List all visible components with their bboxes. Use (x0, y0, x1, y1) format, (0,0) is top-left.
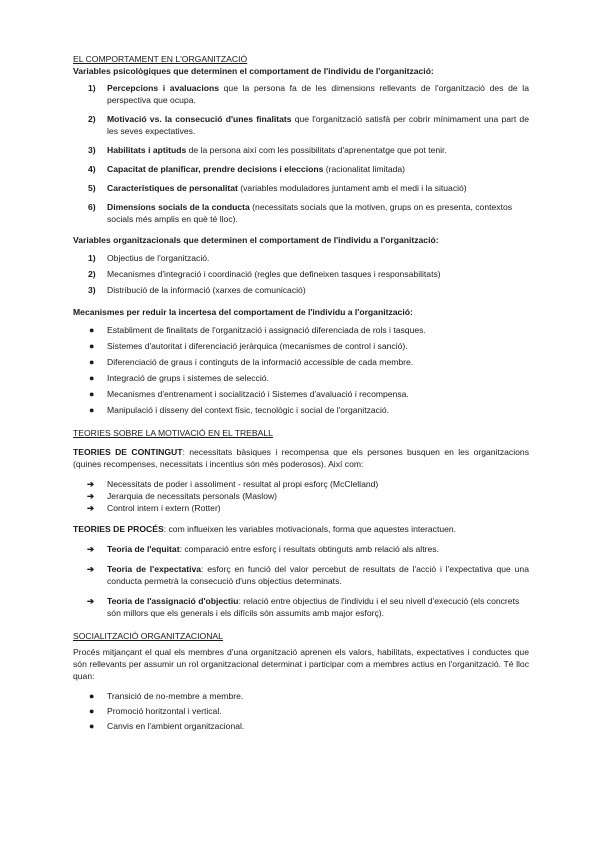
document-page (73, 53, 529, 732)
list-item: 2) Motivació vs. la consecució d'unes finalitats que l'organització satisfà per cobrir mínimament una part de les seves expectatives. (88, 114, 529, 136)
mechanisms-list (73, 324, 529, 416)
arrow-icon: ➔ (87, 564, 95, 574)
socialitzacio-list (73, 690, 529, 732)
list-item: ➔ Control intern i extern (Rotter) (87, 503, 221, 513)
organizational-variables-list (73, 252, 529, 296)
list-item: ● Diferenciació de graus i continguts de la informació accessible de cada membre. (89, 357, 414, 367)
arrow-icon: ➔ (87, 491, 95, 501)
list-item: ➔ Necessitats de poder i assoliment - resultat al propi esforç (McClelland) (87, 479, 379, 489)
list-item: ● Mecanismes d'entrenament i socialització i Sistemes d'avaluació i recompensa. (89, 389, 409, 399)
list-item: ● Transició de no-membre a membre. (89, 691, 244, 701)
socialitzacio-paragraph: Procés mitjançant el qual els membres d'una organització aprenen els valors, habilitats, expectatives i conductes que són rellevants per assumir un rol organitzacional determinat i participar com a membres actius en l'organització. Té lloc quan: (73, 647, 529, 681)
list-item: 6) Dimensions socials de la conducta (necessitats socials que la motiven, grups on es presenta, contextos socials més amplis en què té lloc). (88, 202, 513, 224)
list-item: ➔ Jerarquia de necessitats personals (Maslow) (87, 491, 278, 501)
arrow-icon: ➔ (87, 479, 95, 489)
section-title-socialitzacio: SOCIALITZACIÓ ORGANITZACIONAL (73, 631, 223, 641)
subtitle-organitzacionals: Variables organitzacionals que determinen el comportament de l'individu a l'organització: (73, 235, 439, 245)
list-item: 4) Capacitat de planificar, prendre decisions i eleccions (racionalitat limitada) (88, 164, 406, 174)
list-item: 1) Objectius de l'organització. (88, 253, 210, 263)
list-item: 2) Mecanismes d'integració i coordinació (regles que defineixen tasques i responsabilitats) (88, 269, 441, 279)
contingut-list (73, 478, 529, 514)
list-item: ● Integració de grups i sistemes de selecció. (89, 373, 269, 383)
subtitle-mecanismes: Mecanismes per reduir la incertesa del comportament de l'individu a l'organització: (73, 307, 413, 317)
list-item: ● Establiment de finalitats de l'organització i assignació diferenciada de rols i tasques. (89, 325, 426, 335)
psychological-variables-list (73, 82, 529, 225)
arrow-icon: ➔ (87, 544, 95, 554)
section-title-motivacio: TEORIES SOBRE LA MOTIVACIÓ EN EL TREBALL (73, 428, 273, 438)
proces-paragraph: TEORIES DE PROCÉS: com influeixen les variables motivacionals, forma que aquestes interactuen. (73, 524, 457, 534)
contingut-paragraph: TEORIES DE CONTINGUT: necessitats bàsiques i recompensa que els persones busquen en les organitzacions (quines recompenses, necessitats i incentius són més poderosos). Així com: (73, 447, 529, 469)
proces-list (73, 543, 529, 619)
arrow-icon: ➔ (87, 596, 95, 606)
list-item: ➔ Teoria de l'equitat: comparació entre esforç i resultats obtinguts amb relació als altres. (87, 544, 439, 554)
arrow-icon: ➔ (87, 503, 95, 513)
section-title-comportament: EL COMPORTAMENT EN L'ORGANITZACIÓ (73, 54, 248, 64)
list-item: ➔ Teoria de l'expectativa: esforç en funció del valor percebut de resultats de l'acció i l'expectativa que una conducta permetrà la consecució d'uns objectius determinats. (87, 564, 529, 586)
list-item: ● Sistemes d'autoritat i diferenciació jeràrquica (mecanismes de control i sanció). (89, 341, 408, 351)
list-item: 3) Habilitats i aptituds de la persona així com les possibilitats d'aprenentatge que pot tenir. (88, 145, 447, 155)
list-item: ➔ Teoria de l'assignació d'objectiu: relació entre objectius de l'individu i el seu nivell d'execució (els concrets són millors que els generals i els difícils són assumits amb major esforç). (87, 596, 520, 618)
list-item: ● Promoció horitzontal i vertical. (89, 706, 222, 716)
list-item: ● Canvis en l'ambient organitzacional. (89, 721, 245, 731)
subtitle-psicologiques: Variables psicològiques que determinen el comportament de l'individu de l'organització: (73, 66, 434, 76)
list-item: ● Manipulació i disseny del context físic, tecnològic i social de l'organització. (89, 405, 390, 415)
list-item: 5) Característiques de personalitat (variables moduladores juntament amb el medi i la situació) (88, 183, 467, 193)
list-item: 3) Distribució de la informació (xarxes de comunicació) (88, 285, 306, 295)
list-item: 1) Percepcions i avaluacions que la persona fa de les dimensions rellevants de l'organització des de la perspectiva que ocupa. (88, 83, 529, 105)
